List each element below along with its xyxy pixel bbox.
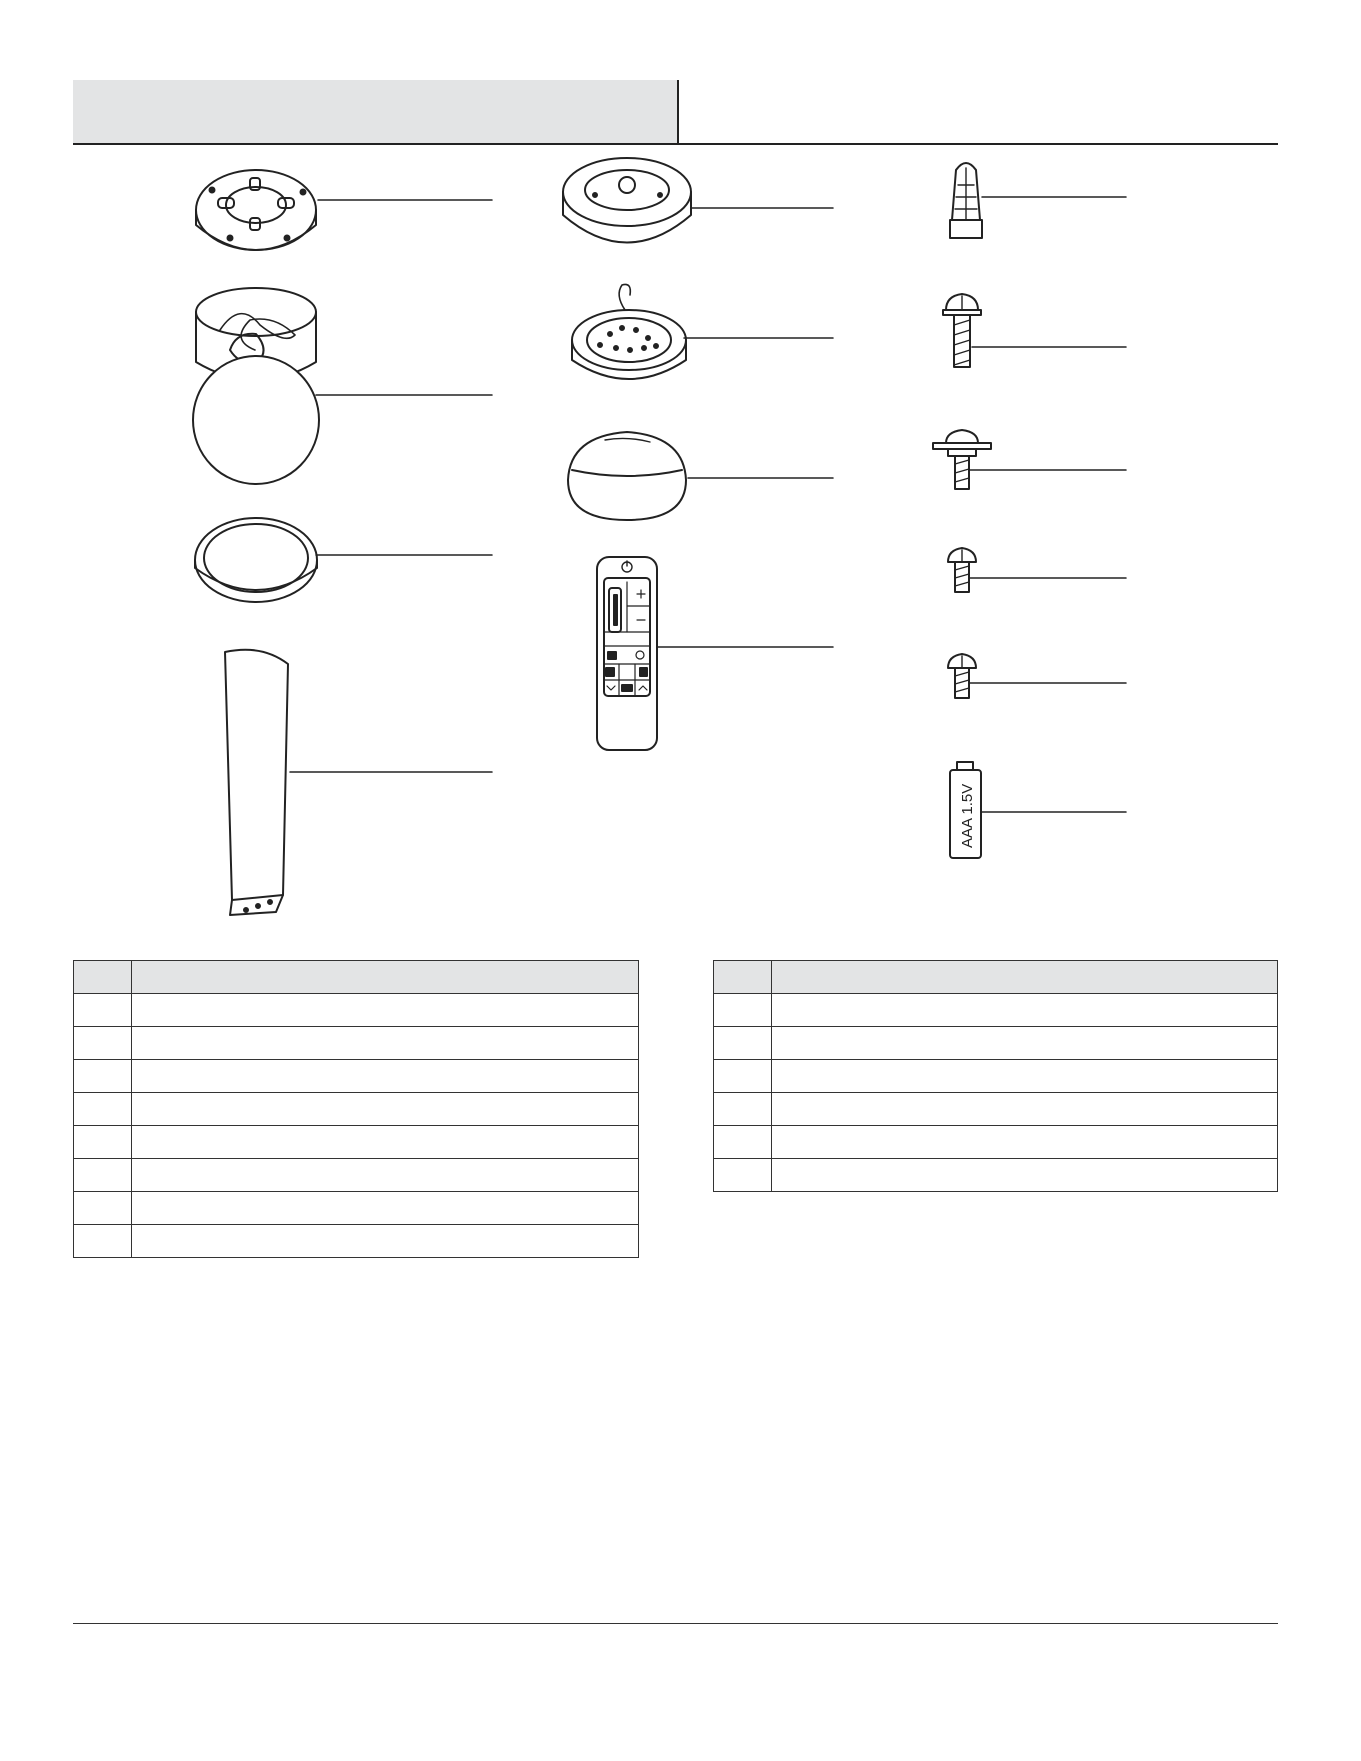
wire-connector-drawing — [950, 163, 982, 238]
table-cell — [714, 1126, 772, 1159]
table-cell — [132, 1159, 639, 1192]
table-header-cell — [74, 961, 132, 994]
glass-shade-drawing — [568, 432, 686, 520]
table-header-row — [714, 961, 1278, 994]
battery-drawing — [950, 762, 981, 858]
table-header-cell — [132, 961, 639, 994]
table-row — [714, 1126, 1278, 1159]
table-cell — [132, 1093, 639, 1126]
table-row — [74, 1027, 639, 1060]
table-row — [714, 1027, 1278, 1060]
table-row — [74, 1126, 639, 1159]
blade-screw-drawing — [943, 294, 981, 367]
table-cell — [714, 1060, 772, 1093]
table-row — [74, 1159, 639, 1192]
table-cell — [132, 1192, 639, 1225]
table-cell — [772, 1093, 1278, 1126]
table-cell — [772, 1060, 1278, 1093]
table-row — [74, 1060, 639, 1093]
battery-label: AAA 1.5V — [959, 783, 976, 848]
table-cell — [714, 1159, 772, 1192]
table-header-cell — [714, 961, 772, 994]
table-cell — [714, 994, 772, 1027]
table-cell — [132, 1027, 639, 1060]
table-cell — [132, 994, 639, 1027]
table-cell — [74, 1126, 132, 1159]
table-cell — [772, 1126, 1278, 1159]
mounting-bracket-drawing — [196, 170, 316, 250]
table-cell — [74, 994, 132, 1027]
table-row — [714, 1093, 1278, 1126]
table-row — [74, 1093, 639, 1126]
table-row — [714, 1159, 1278, 1192]
table-header-cell — [772, 961, 1278, 994]
table-cell — [772, 1027, 1278, 1060]
table-cell — [132, 1126, 639, 1159]
table-cell — [714, 1093, 772, 1126]
parts-table-right — [713, 960, 1278, 1192]
table-cell — [132, 1225, 639, 1258]
table-cell — [74, 1225, 132, 1258]
light-kit-drawing — [572, 284, 686, 379]
table-row — [714, 994, 1278, 1027]
fan-blade-drawing — [225, 650, 288, 915]
table-row — [74, 1192, 639, 1225]
remote-control-drawing — [597, 557, 657, 750]
switch-housing-drawing — [193, 288, 319, 484]
parts-table-left — [73, 960, 639, 1258]
table-cell — [132, 1060, 639, 1093]
decorative-ring-drawing — [195, 518, 317, 602]
table-row — [74, 1225, 639, 1258]
table-cell — [772, 1159, 1278, 1192]
table-row — [714, 1060, 1278, 1093]
footer-rule — [73, 1623, 1278, 1624]
table-cell — [74, 1159, 132, 1192]
table-cell — [74, 1192, 132, 1225]
table-row — [74, 994, 639, 1027]
table-cell — [74, 1027, 132, 1060]
table-cell — [772, 994, 1278, 1027]
table-cell — [74, 1060, 132, 1093]
washer-screw-drawing — [933, 430, 991, 489]
small-screw-a-drawing — [948, 548, 976, 592]
table-cell — [74, 1093, 132, 1126]
canopy-drawing — [563, 158, 691, 243]
small-screw-b-drawing — [948, 654, 976, 698]
table-cell — [714, 1027, 772, 1060]
table-header-row — [74, 961, 639, 994]
